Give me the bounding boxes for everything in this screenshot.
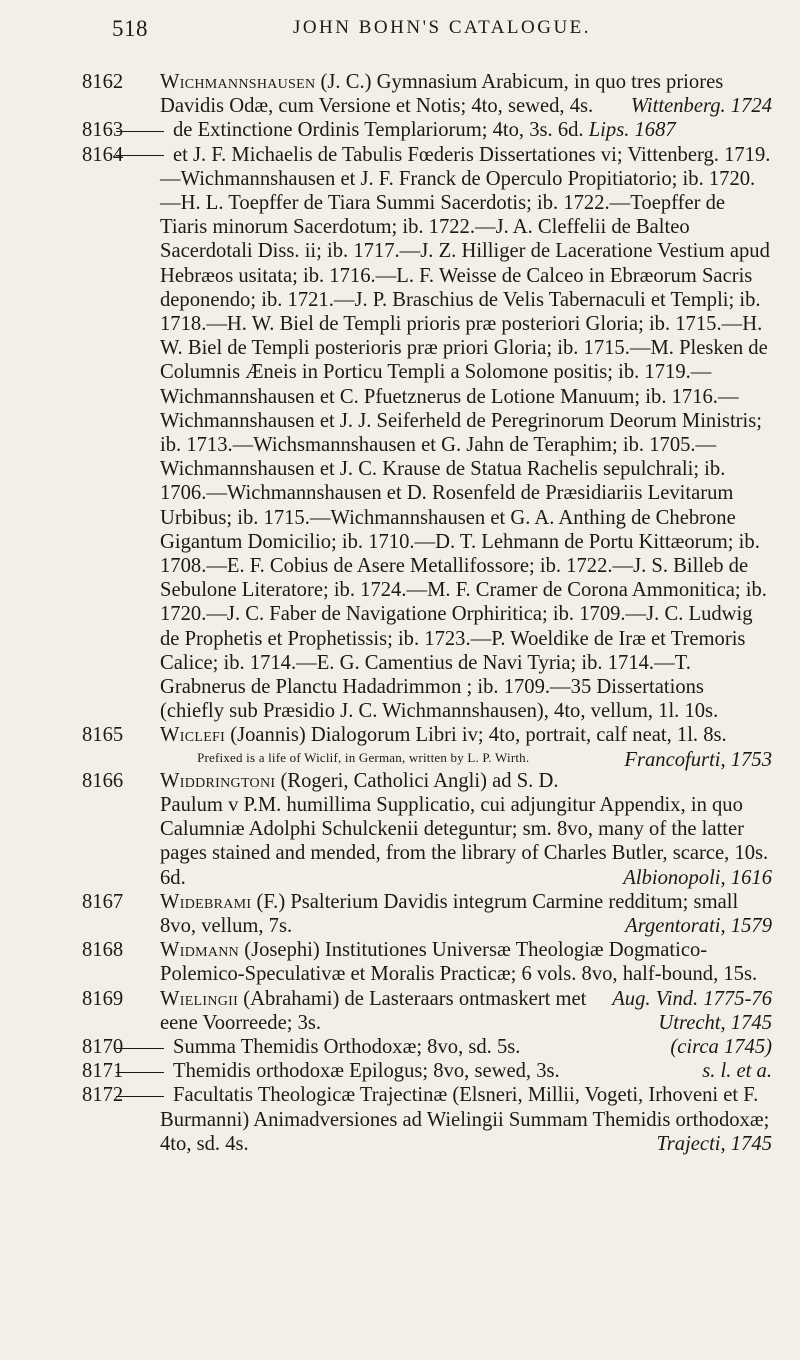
ditto-dash [116, 1048, 164, 1049]
entry-imprint: s. l. et a. [702, 1060, 772, 1083]
lot-number: 8163 [82, 119, 124, 142]
lot-number: 8165 [82, 724, 124, 747]
lot-number: 8164 [82, 143, 124, 166]
lot-number: 8166 [82, 769, 124, 792]
entry-text: Themidis orthodoxæ Epilogus; 8vo, sewed, 3s. [173, 1060, 560, 1083]
page-header [112, 16, 772, 46]
entry-imprint: Lips. 1687 [588, 119, 676, 142]
lot-number: 8168 [82, 939, 124, 962]
lot-number: 8167 [82, 890, 124, 913]
entry-text: (J. C.) Gymnasium Arabicum, in quo tres priores Davidis Odæ, cum Versione et Notis; 4to, sewed, 4s. [160, 71, 724, 118]
entry-author: Wielingii [160, 987, 239, 1010]
entry-imprint: Wittenberg. 1724 [630, 95, 772, 118]
catalogue-entry [82, 118, 772, 142]
catalogue-entries [82, 70, 772, 1156]
entry-author: Wichmannshausen [160, 71, 316, 93]
entry-imprint: (circa 1745) [670, 1035, 772, 1058]
entry-text: (Joannis) Dialogorum Libri iv; 4to, portrait, calf neat, 1l. 8s. [225, 724, 727, 747]
entry-text: (Abrahami) de Lasteraars ontmaskert met eene Voorreede; 3s. [160, 987, 587, 1034]
entry-text: (Rogeri, Catholici Angli) ad S. D. Paulum v P.M. humillima Supplicatio, cui adjungitur Appendix, in quo Calumniæ Adolphi Schulckenii deteguntur; sm. 8vo, many of the latter pages stained and mended, from the library of Charles Butler, scarce, 10s. 6d. [160, 769, 769, 889]
catalogue-entry [82, 143, 772, 724]
catalogue-entry [82, 987, 772, 1035]
entry-imprint: Utrecht, 1745 [658, 1011, 772, 1034]
entry-imprint: Trajecti, 1745 [656, 1132, 772, 1155]
entry-text: (Josephi) Institutiones Universæ Theologiæ Dogmatico-Polemico-Speculativæ et Moralis Practicæ; 6 vols. 8vo, half-bound, 15s. [160, 939, 758, 986]
entry-author: Widdringtoni [160, 769, 276, 792]
entry-author: Widebrami [160, 890, 252, 913]
ditto-dash [116, 1072, 164, 1073]
lot-number: 8172 [82, 1084, 124, 1107]
lot-number: 8170 [82, 1035, 124, 1058]
entry-imprint: Albionopoli, 1616 [623, 866, 772, 889]
entry-imprint: Francofurti, 1753 [624, 748, 772, 771]
catalogue-entry [82, 1035, 772, 1059]
ditto-dash [116, 1096, 164, 1097]
lot-number: 8169 [82, 987, 124, 1010]
page-number: 518 [112, 16, 148, 41]
entry-imprint: Argentorati, 1579 [625, 914, 772, 937]
catalogue-entry [82, 1059, 772, 1083]
entry-text: (F.) Psalterium Davidis integrum Carmine redditum; small 8vo, vellum, 7s. [160, 890, 739, 937]
running-title: JOHN BOHN'S CATALOGUE. [292, 17, 592, 38]
entry-author: Wiclefi [160, 724, 226, 747]
entry-imprint: Aug. Vind. 1775-76 [612, 987, 772, 1010]
lot-number: 8162 [82, 71, 124, 93]
entry-text: Summa Themidis Orthodoxæ; 8vo, sd. 5s. [173, 1035, 521, 1058]
entry-note: Prefixed is a life of Wiclif, in German, written by L. P. Wirth. [197, 749, 530, 765]
entry-author: Widmann [160, 939, 240, 962]
catalogue-entry [82, 769, 772, 890]
entry-text: Facultatis Theologicæ Trajectinæ (Elsneri, Millii, Vogeti, Irhoveni et F. Burmanni) Animadversiones ad Wielingii Summam Themidis orthodoxæ; 4to, sd. 4s. [160, 1084, 770, 1155]
entry-text: et J. F. Michaelis de Tabulis Fœderis Dissertationes vi; Vittenberg. 1719.—Wichmannshausen et J. F. Franck de Operculo Propitiatorio; ib. 1720.—H. L. Toepffer de Tiara Summi Sacerdotis; ib. 1722.—Toepffer de Tiaris minorum Sacerdotum; ib. 1722.—J. A. Cleffelii de Balteo Sacerdotali Diss. ii; ib. 1717.—J. Z. Hilliger de Laceratione Vestium apud Hebræos usitata; ib. 1716.—L. F. Weisse de Calceo in Ebræorum Sacris deponendo; ib. 1721.—J. P. Braschius de Velis Tabernaculi et Templi; ib. 1718.—H. W. Biel de Templi prioris præ posteriori Gloria; ib. 1715.—H. W. Biel de Templi posterioris præ priori Gloria; ib. 1715.—M. Plesken de Columnis Æneis in Porticu Templi a Solomone positis; ib. 1719.—Wichmannshausen et C. Pfuetznerus de Lotione Manuum; ib. 1716.—Wichmannshausen et J. J. Seiferheld de Peregrinorum Deorum Ministris; ib. 1713.—Wichsmannshausen et G. Jahn de Teraphim; ib. 1705.—Wichmannshausen et J. C. Krause de Statua Rachelis sepulchrali; ib. 1706.—Wichmannshausen et D. Rosenfeld de Præsidiariis Levitarum Urbibus; ib. 1715.—Wichmannshausen et G. A. Anthing de Chebrone Gigantum Domicilio; ib. 1710.—D. T. Lehmann de Portu Kittæorum; ib. 1708.—E. F. Cobius de Asere Metallifossore; ib. 1722.—J. S. Billeb de Sebulone Literatore; ib. 1724.—M. F. Cramer de Corona Ammonitica; ib. 1720.—J. C. Faber de Navigatione Orphiritica; ib. 1709.—J. C. Ludwig de Prophetis et Prophetissis; ib. 1723.—P. Woeldike de Iræ et Tremoris Calice; ib. 1714.—E. G. Camentius de Navi Tyria; ib. 1714.—T. Grabnerus de Planctu Hadadrimmon ; ib. 1709.—35 Dissertations (chiefly sub Præsidio J. C. Wichmannshausen), 4to, vellum, 1l. 10s. [160, 143, 771, 723]
catalogue-entry [82, 1083, 772, 1156]
catalogue-entry [82, 70, 772, 118]
lot-number: 8171 [82, 1060, 124, 1083]
entry-text: de Extinctione Ordinis Templariorum; 4to, 3s. 6d. [173, 119, 589, 142]
ditto-dash [116, 155, 164, 156]
catalogue-entry [82, 890, 772, 938]
ditto-dash [116, 131, 164, 132]
